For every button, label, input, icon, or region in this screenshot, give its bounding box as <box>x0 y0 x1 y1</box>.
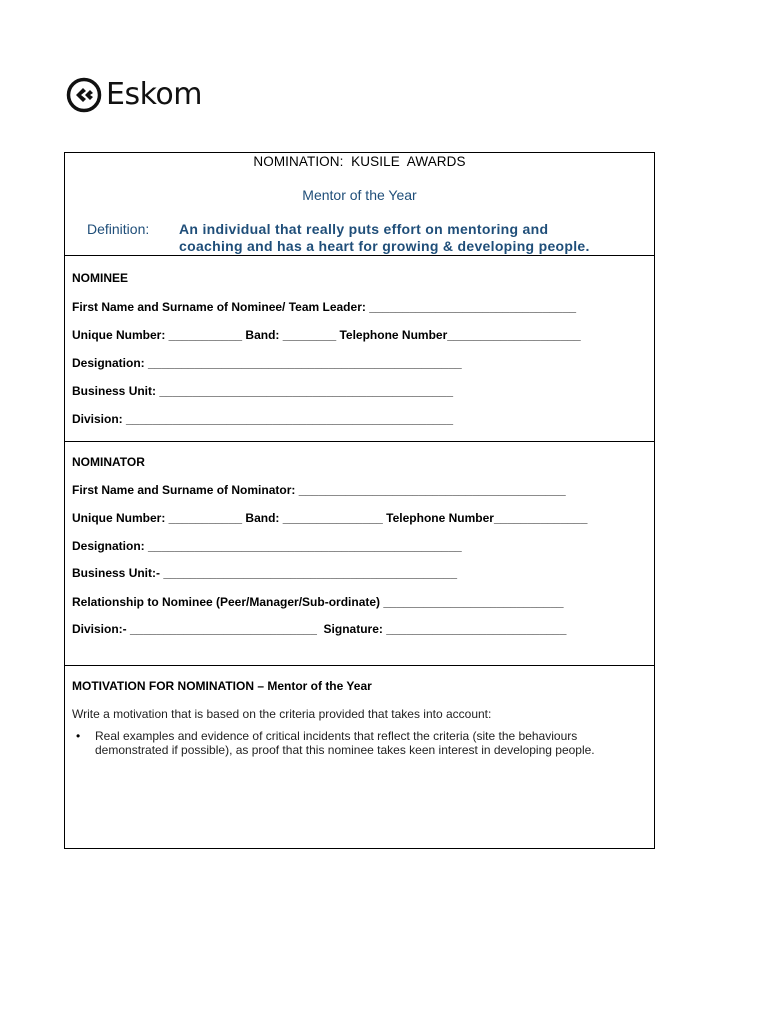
definition-label: Definition: <box>87 221 150 237</box>
nominator-name-field[interactable]: First Name and Surname of Nominator: ________________________________________ <box>72 483 566 497</box>
form-header-section <box>65 153 654 256</box>
definition-line-2: coaching and has a heart for growing & developing people. <box>179 238 590 254</box>
nominee-section <box>65 255 654 442</box>
motivation-instruction: Write a motivation that is based on the criteria provided that takes into account: <box>72 707 492 721</box>
nominee-heading: NOMINEE <box>72 271 129 285</box>
motivation-section[interactable] <box>65 665 654 848</box>
nominator-heading: NOMINATOR <box>72 455 145 469</box>
definition-line-1: An individual that really puts effort on mentoring and <box>179 221 549 237</box>
motivation-heading: MOTIVATION FOR NOMINATION – Mentor of the Year <box>72 679 372 693</box>
form-title: NOMINATION: KUSILE AWARDS <box>253 154 466 169</box>
nominator-division-signature-field[interactable]: Division:- ____________________________ Signature: ___________________________ <box>72 622 567 636</box>
nominator-business-unit-field[interactable]: Business Unit:- ____________________________________________ <box>72 566 457 580</box>
nominator-section <box>65 441 654 666</box>
nominator-number-band-phone-field[interactable]: Unique Number: ___________ Band: _______________ Telephone Number______________ <box>72 511 588 525</box>
nomination-form <box>64 152 655 849</box>
nominee-business-unit-field[interactable]: Business Unit: ____________________________________________ <box>72 384 453 398</box>
eskom-wordmark: Eskom <box>106 77 202 112</box>
nominee-designation-field[interactable]: Designation: _______________________________________________ <box>72 356 462 370</box>
definition-text <box>179 221 590 255</box>
motivation-bullet-text: Real examples and evidence of critical incidents that reflect the criteria (site the behaviours demonstrated if possible), as proof that this nominee takes keen interest in developing people. <box>95 729 595 757</box>
nominator-designation-field[interactable]: Designation: _______________________________________________ <box>72 539 462 553</box>
bullet-icon: • <box>76 729 81 743</box>
eskom-logo <box>66 77 202 113</box>
nominee-name-field[interactable]: First Name and Surname of Nominee/ Team Leader: _______________________________ <box>72 300 577 314</box>
nominee-number-band-phone-field[interactable]: Unique Number: ___________ Band: ________ Telephone Number____________________ <box>72 328 581 342</box>
nominator-relationship-field[interactable]: Relationship to Nominee (Peer/Manager/Sub-ordinate) ___________________________ <box>72 595 564 609</box>
award-category: Mentor of the Year <box>302 187 417 203</box>
eskom-logo-icon <box>66 77 102 113</box>
nominee-division-field[interactable]: Division: _________________________________________________ <box>72 412 454 426</box>
